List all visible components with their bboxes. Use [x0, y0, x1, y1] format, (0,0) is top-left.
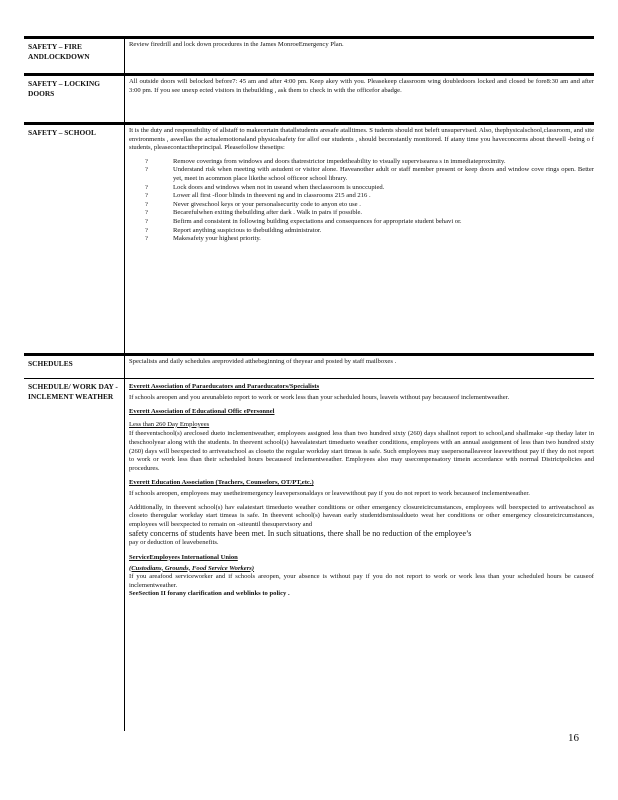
row-label: SCHEDULE/ WORK DAY - INCLEMENT WEATHER [28, 382, 118, 401]
row-content [124, 356, 594, 378]
list-item: ? Remove coverings from windows and doors thatrestrictor impedetheability to visually supervisearea s in immediateproximity. [145, 157, 506, 165]
list-item: ? Understand risk when meeting with astudent or visitor alone. Haveanother adult or staff member present or keep doors and window cove rings open. Better yet, meet in acommon place likethe school officeor school library. [145, 166, 594, 182]
list-item: ? Befirm and consistent in following building expectations and consequences for appropriate student behavi or. [145, 217, 462, 225]
row-label: SAFETY – FIRE ANDLOCKDOWN [28, 42, 90, 61]
row-content [124, 379, 594, 731]
bullet-glyph: ? [145, 226, 148, 234]
bullet-glyph: ? [145, 183, 148, 191]
school-intro: It is the duty and responsibility of allstaff to makecertain thatallstudents aresafe atalltimes. S tudents should not beleft unsupervised. Also, thephysicalschool,classroom, and site environments , aswellas the actualemotionaland physicalsafety for allof our students , should beconstantly monitored. If atany time you haveconcerns about thewell -being o f students, pleasecontacttheprincipal. Pleasefollow thesetips: [129, 127, 594, 152]
list-item: ? Lower all first -floor blinds in theeveni ng and in classrooms 215 and 216 . [145, 192, 371, 200]
office-personnel-subheading: Less than 260 Day Employees [129, 420, 210, 428]
row-label: SCHEDULES [28, 359, 73, 368]
schedules-text: Specialists and daily schedules areprovided atthebeginning of theyear and posted by staff mailboxes . [129, 358, 397, 365]
bullet-glyph: ? [145, 166, 148, 174]
safety-tips-list [129, 158, 594, 244]
education-association-text: If schools areopen, employees may usetheiremergency leavepersonaldays or leavewithout pay if you do not report to work becauseof inclementweather. [129, 489, 530, 497]
late-start-text: Additionally, in theevent school(s) hav ealatestart timedueto weather conditions or other emergency closureicircumstances, employees will beexpected to arriveatschool as closeto theregular workday start timeas is safe. In theevent school(s) havean early studentdismissaldueto weat her conditions or other emergency closureicircumstances, employees will beexpected to remain on -siteuntil thesupervisory and [129, 503, 594, 528]
office-personnel-text: If theeventschool(s) areclosed dueto inclementweather, employees assigned less than two hundred sixty (260) days shallnot report to school,and shallmake -up theday later in theschoolyear along with the students. In theevent school(s) havealatestart timedueto weather conditions, employees with an annual assignment of less than two hundred sixty (260) days will beexpected to arriveatschool as closeto the regular workday start timeas is safe. Such employees may usepersonalleaveor leavewithout pay if they do not report to work or work less than their scheduled hours becauseof inclementweather. Employees also may usecompensatory timein accordance with normal Districtpolicies and procedures. [129, 430, 594, 472]
row-content [124, 76, 594, 122]
bullet-glyph: ? [145, 235, 148, 243]
late-start-text-end: pay or deduction of leavebenefits. [129, 539, 219, 547]
row-label: SAFETY – LOCKING DOORS [28, 79, 101, 98]
see-section-note: SeeSection II forany clarification and weblinks to policy . [129, 590, 290, 598]
bullet-glyph: ? [145, 209, 148, 217]
row-label: SAFETY – SCHOOL [28, 128, 96, 137]
list-item: ? Becarefulwhen exiting thebuilding after dark . Walk in pairs if possible. [145, 209, 363, 217]
seiu-heading: ServiceEmployees International Union [129, 553, 238, 561]
education-association-heading: Everett Education Association (Teachers, Counselors, OT/PT,etc.) [129, 479, 314, 487]
office-personnel-heading: Everett Association of Educational Offic ePersonnel [129, 408, 275, 416]
row-inclement-weather [24, 378, 594, 731]
locking-doors-text: All outside doors will belocked before7: 45 am and after 4:00 pm. Keep akey with you. Pleasekeep classroom wing doubledoors locked and closed be fore8:30 am and after 3:00 pm. If you see unexp ected visitors in thebuilding , ask them to check in with the officefor abadge. [129, 78, 594, 94]
bullet-glyph: ? [145, 157, 148, 165]
lockdown-text: Review firedrill and lock down procedures in the James MonroeEmergency Plan. [129, 41, 344, 48]
row-content [124, 39, 594, 73]
late-start-text-large: safety concerns of students have been met. In such situations, there shall be no reduction of the employee’s [129, 529, 472, 539]
row-content [124, 125, 594, 353]
row-safety-school [24, 122, 594, 353]
list-item: ? Report anything suspicious to thebuilding administrator. [145, 226, 322, 234]
row-safety-fire-lockdown [24, 36, 594, 73]
seiu-subheading: (Custodians, Grounds, Food Service Workers) [129, 564, 255, 572]
procedures-table [24, 36, 594, 731]
row-safety-locking-doors [24, 73, 594, 122]
list-item: ? Never giveschool keys or your personalsecurity code to anyon eto use . [145, 200, 361, 208]
seiu-text: If you areafood serviceworker and if schools areopen, your absence is without pay if you do not report to work or work less than your scheduled hours be causeof inclementweather. [129, 573, 594, 589]
bullet-glyph: ? [145, 217, 148, 225]
page-number: 16 [568, 732, 579, 744]
bullet-glyph: ? [145, 192, 148, 200]
list-item: ? Makesafety your highest priority. [145, 235, 261, 243]
list-item: ? Lock doors and windows when not in useand when theclassroom is unoccupied. [145, 183, 385, 191]
paraeducators-heading: Everett Association of Paraeducators and Paraeducators/Specialists [129, 383, 320, 390]
bullet-glyph: ? [145, 200, 148, 208]
paraeducators-text: If schools areopen and you areunableto report to work or work less than your scheduled hours, leaveis without pay becauseof inclementweather. [129, 393, 510, 401]
row-schedules [24, 353, 594, 378]
